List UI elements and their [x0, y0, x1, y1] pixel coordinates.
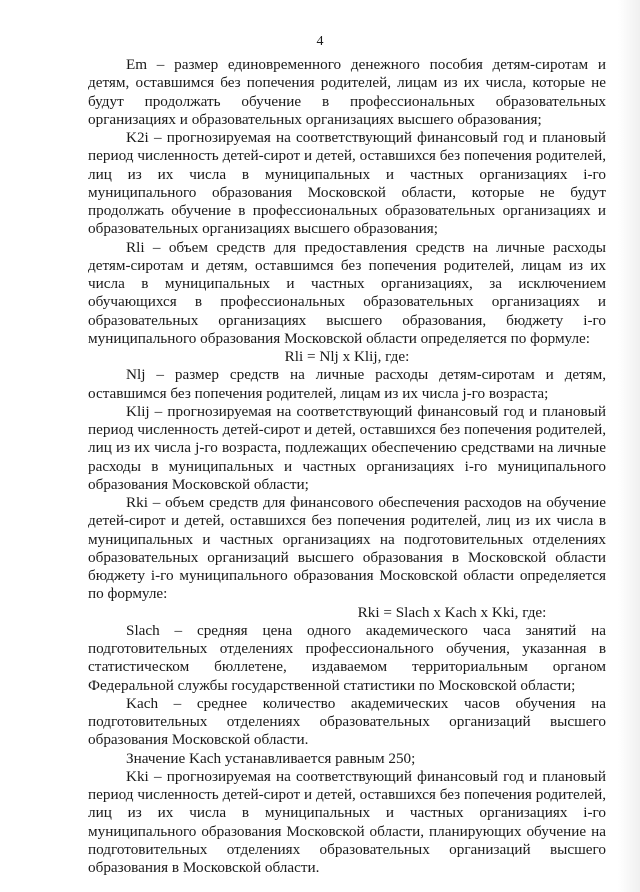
paragraph-rli-definition: Rli – объем средств для предоставления средств на личные расходы детям-сиротам и детям, оставшимся без попечения родителей, лицам из их числа в муниципальных и частных организациях, за исключением обучающихся в профессиональных образовательных организациях и образовательных организациях высшего образования, бюджету i-го муниципального образования Московской области определяется по формуле: — [88, 238, 606, 347]
paragraph-k2i-definition: K2i – прогнозируемая на соответствующий финансовый год и плановый период численность детей-сирот и детей, оставшихся без попечения родителей, лиц из их числа в муниципальных и частных организациях i-го муниципального образования Московской области, которые не будут продолжать обучение в профессиональных образовательных организациях и образовательных организациях высшего образования; — [88, 129, 606, 238]
paragraph-em-definition: Em – размер единовременного денежного пособия детям-сиротам и детям, оставшимся без попечения родителей, лицам из их числа, которые не будут продолжать обучение в профессиональных образовательных организациях и образовательных организациях высшего образования; — [88, 56, 606, 128]
paragraph-klij-definition: Klij – прогнозируемая на соответствующий финансовый год и плановый период численность детей-сирот и детей, оставшихся без попечения родителей, лиц из их числа j-го возраста, подлежащих обеспечению средствами на личные расходы в муниципальных и частных организациях i-го муниципального образования Московской области; — [88, 402, 606, 493]
paragraph-kach-definition: Kach – среднее количество академических часов обучения на подготовительных отделениях образовательных организаций высшего образования Московской области. — [88, 694, 606, 749]
scan-edge-shadow — [618, 0, 640, 892]
paragraph-rki-definition: Rki – объем средств для финансового обеспечения расходов на обучение детей-сирот и детей, оставшихся без попечения родителей, лиц из их числа в муниципальных и частных организациях на подготовительных отделениях образовательных организаций высшего образования в Московской области бюджету i-го муниципального образования Московской области определяется по формуле: — [88, 494, 606, 603]
formula-rli: Rli = Nlj x Klij, где: — [284, 348, 410, 365]
formula-rki: Rki = Slach x Kach x Kki, где: — [357, 603, 547, 621]
document-body — [88, 56, 606, 877]
paragraph-kach-value: Значение Kach устанавливается равным 250; — [126, 749, 416, 767]
paragraph-kki-definition: Kki – прогнозируемая на соответствующий финансовый год и плановый период численность детей-сирот и детей, оставшихся без попечения родителей, лиц из их числа в муниципальных и частных организациях i-го муниципального образования Московской области, планирующих обучение на подготовительных отделениях образовательных организаций высшего образования в Московской области. — [88, 767, 606, 876]
paragraph-slach-definition: Slach – средняя цена одного академического часа занятий на подготовительных отделениях профессионального обучения, указанная в статистическом бюллетене, издаваемом территориальным органом Федеральной службы государственной статистики по Московской области; — [88, 621, 606, 694]
page-number: 4 — [316, 34, 324, 49]
paragraph-nlj-definition: Nlj – размер средств на личные расходы детям-сиротам и детям, оставшимся без попечения родителей, лицам из их числа j-го возраста; — [88, 366, 606, 402]
